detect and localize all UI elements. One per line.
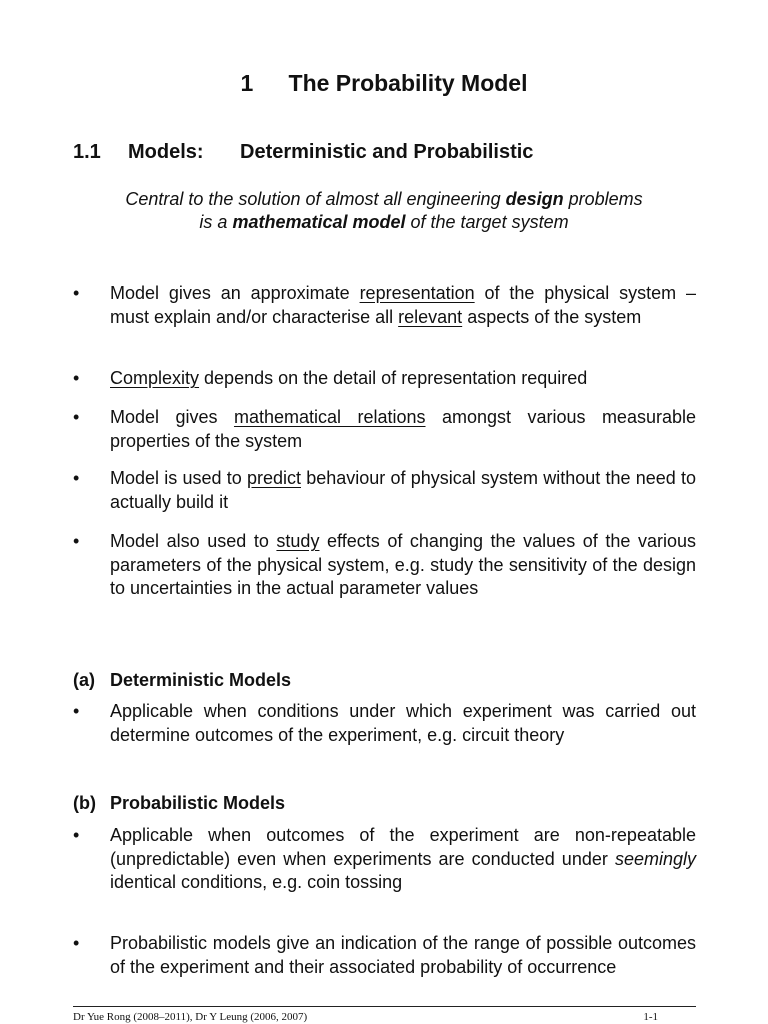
subsection-heading-deterministic <box>73 670 291 691</box>
list-item-text: Probabilistic models give an indication of the range of possible outcomes of the experiment and their associated probability of occurrence <box>110 933 696 977</box>
section-title-part2: Deterministic and Probabilistic <box>240 141 534 163</box>
list-item-text <box>110 530 696 601</box>
intro-text: is a <box>199 212 233 232</box>
list-item-text <box>110 824 696 895</box>
list-item-text <box>110 406 696 453</box>
bullet-marker: • <box>73 407 80 427</box>
subsection-title: Deterministic Models <box>110 670 292 690</box>
list-item-text <box>110 282 696 329</box>
bullet-marker: • <box>73 283 80 303</box>
text-run: Model gives <box>110 407 234 427</box>
section-title <box>73 141 533 164</box>
chapter-title <box>0 70 768 97</box>
text-run: aspects of the system <box>462 306 642 327</box>
text-run: Model gives an approximate <box>110 283 360 303</box>
intro-emphasis: mathematical model <box>232 212 406 232</box>
text-run: of the physical system – must explain and/or characterise all <box>110 283 697 327</box>
intro-text: of the target system <box>405 212 569 232</box>
text-run: Model is used to <box>110 468 247 488</box>
subsection-label: (a) <box>73 670 95 690</box>
footer-authors: Dr Yue Rong (2008–2011), Dr Y Leung (2006, 2007) <box>73 1011 308 1023</box>
text-run: identical conditions, e.g. coin tossing <box>110 872 403 892</box>
list-item-text <box>110 367 696 391</box>
text-run: amongst various measurable properties of the system <box>110 407 696 451</box>
underlined-term: relevant <box>398 306 463 327</box>
subsection-heading-probabilistic <box>73 793 285 814</box>
bullet-marker: • <box>73 825 80 845</box>
intro-line-2 <box>0 211 768 234</box>
bullet-marker: • <box>73 531 80 551</box>
underlined-term: representation <box>359 283 475 303</box>
intro-text: Central to the solution of almost all engineering <box>125 189 506 209</box>
chapter-number: 1 <box>240 70 254 96</box>
text-run: depends on the detail of representation required <box>199 368 588 388</box>
page-number: 1-1 <box>643 1011 658 1023</box>
chapter-title-text: The Probability Model <box>288 70 528 96</box>
intro-line-1 <box>0 188 768 211</box>
bullet-marker: • <box>73 368 80 388</box>
bullet-marker: • <box>73 468 80 488</box>
list-item-text <box>110 467 696 514</box>
text-run: behaviour of physical system without the need to actually build it <box>110 468 696 512</box>
italic-term: seemingly <box>614 848 696 869</box>
subsection-label: (b) <box>73 793 96 813</box>
footer-divider <box>73 1006 696 1007</box>
text-run: effects of changing the values of the various parameters of the physical system, e.g. study the sensitivity of the design to uncertainties in the actual parameter values <box>110 531 696 598</box>
intro-text: problems <box>563 189 643 209</box>
subsection-title: Probabilistic Models <box>110 793 286 813</box>
intro-emphasis: design <box>505 189 564 209</box>
section-title-part1: Models: <box>128 141 204 163</box>
list-item-text: Applicable when conditions under which experiment was carried out determine outcomes of the experiment, e.g. circuit theory <box>110 701 696 745</box>
bullet-marker: • <box>73 701 80 721</box>
text-run: Applicable when outcomes of the experiment are non-repeatable (unpredictable) even when experiments are conducted under <box>110 825 696 869</box>
section-number: 1.1 <box>73 141 101 163</box>
underlined-term: study <box>276 531 320 551</box>
underlined-term: mathematical relations <box>233 407 426 427</box>
bullet-marker: • <box>73 933 80 953</box>
underlined-term: Complexity <box>110 368 200 388</box>
text-run: Model also used to <box>110 531 277 551</box>
underlined-term: predict <box>246 468 301 488</box>
